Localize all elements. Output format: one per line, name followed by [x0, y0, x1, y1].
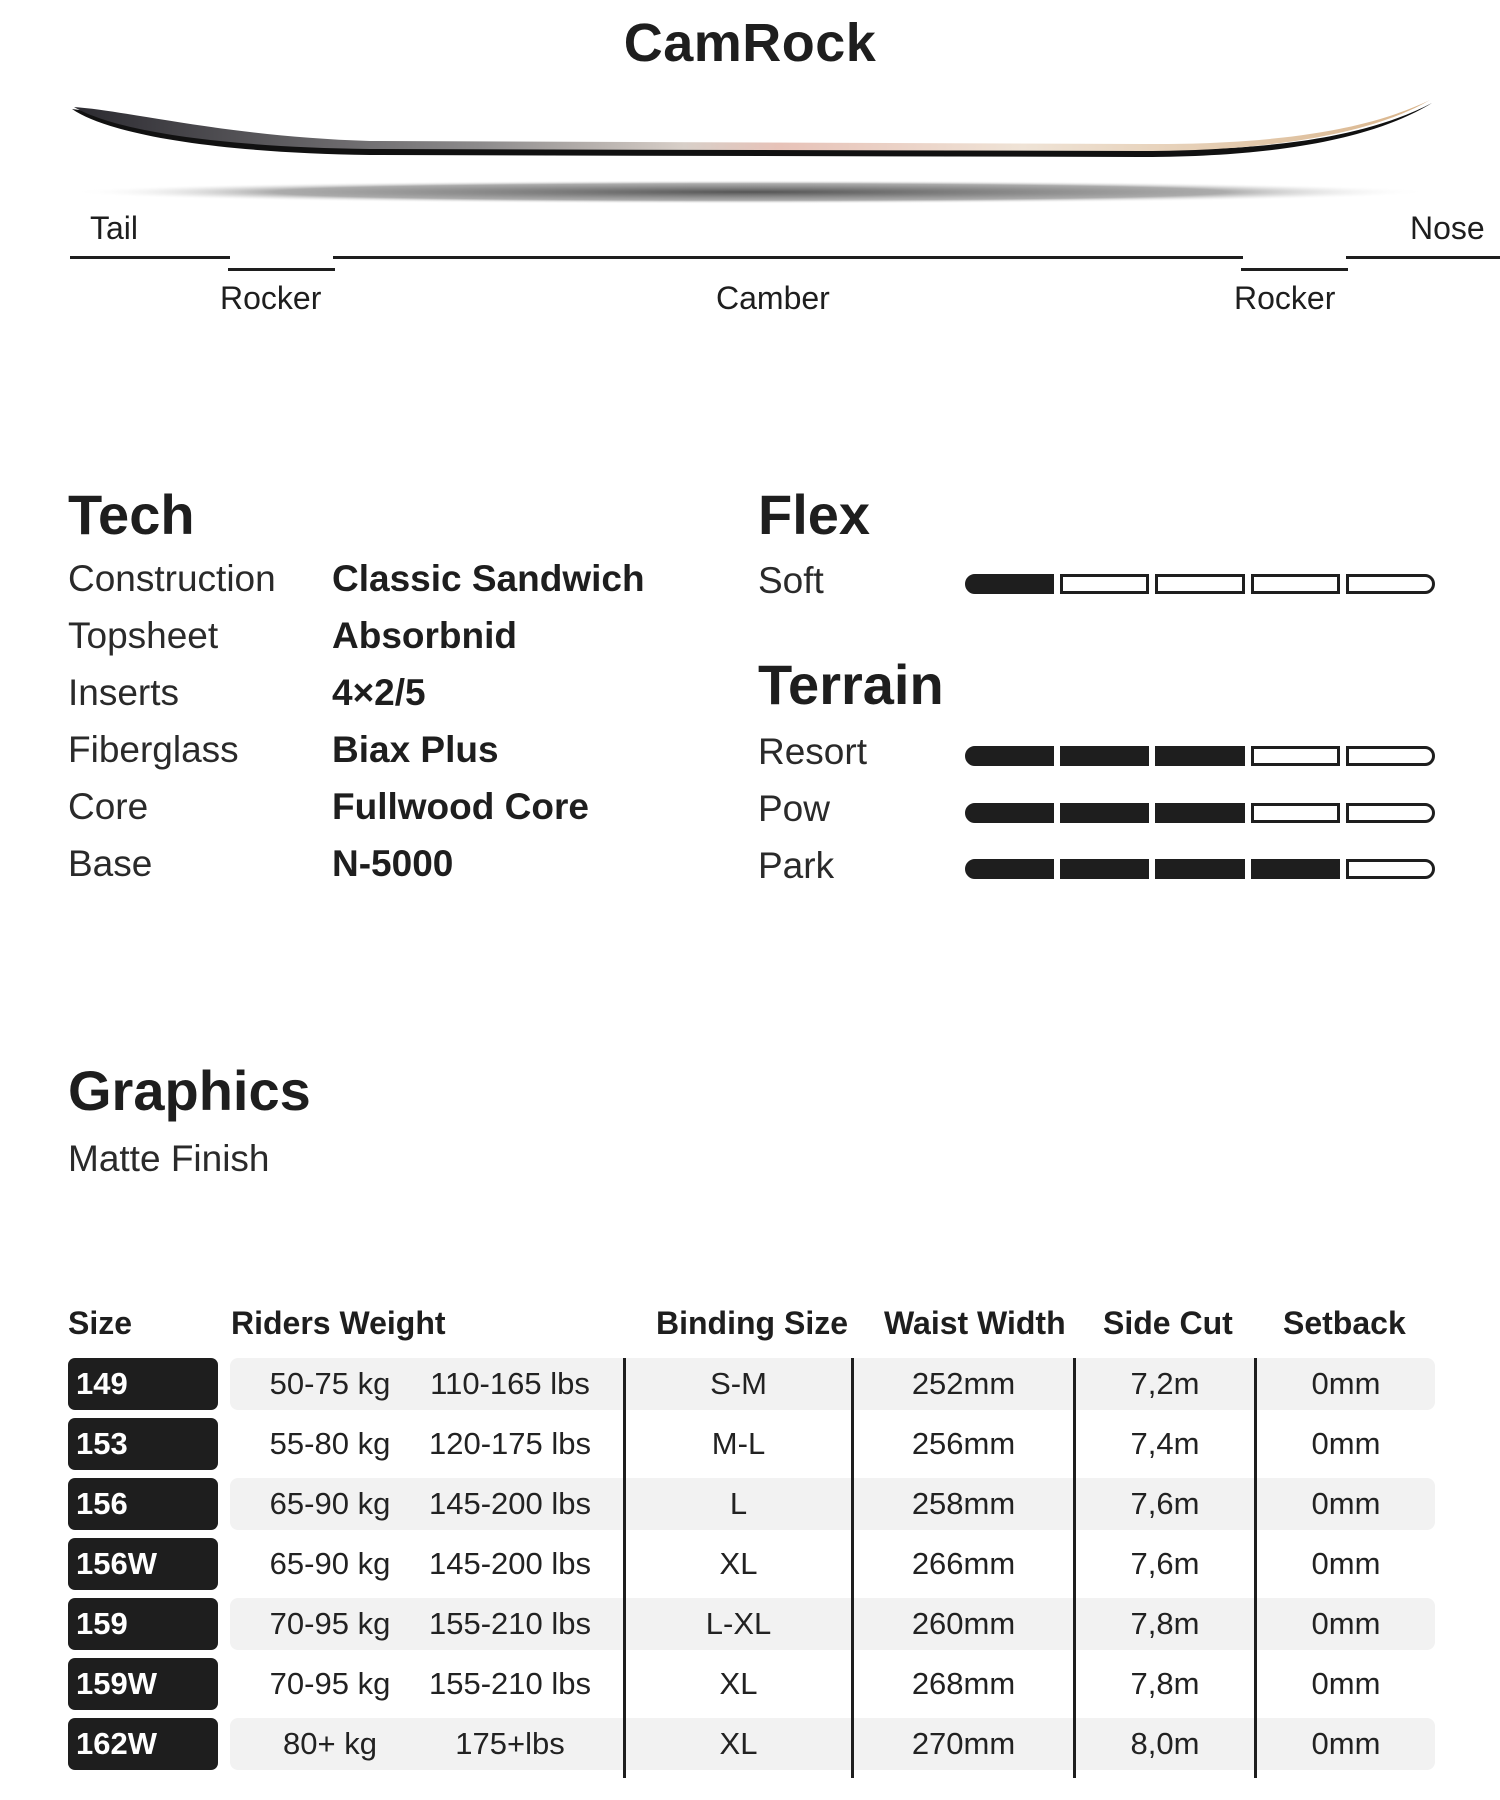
cell-waist-width: 268mm: [911, 1666, 1016, 1701]
spec-value-topsheet: Absorbnid: [332, 615, 517, 656]
cell-side-cut: 7,4m: [1130, 1426, 1200, 1461]
cell-waist-width: 266mm: [911, 1546, 1016, 1581]
camber-label: Camber: [716, 280, 830, 316]
graphics-heading: Graphics: [68, 1059, 311, 1122]
size-badge: 149: [68, 1358, 218, 1410]
terrain-label-park: Park: [758, 845, 835, 886]
col-header-side-cut: Side Cut: [1103, 1305, 1233, 1341]
rating-segment-filled: [1251, 859, 1340, 879]
cell-side-cut: 7,8m: [1130, 1666, 1200, 1701]
tech-heading: Tech: [68, 483, 195, 546]
cell-weight-lbs: 155-210 lbs: [428, 1666, 591, 1701]
cell-weight-lbs: 120-175 lbs: [428, 1426, 591, 1461]
cell-binding-size: L-XL: [705, 1606, 772, 1641]
terrain-rating-pow: [965, 803, 1435, 823]
cell-weight-lbs: 110-165 lbs: [430, 1366, 590, 1401]
cell-weight-kg: 65-90 kg: [269, 1486, 391, 1521]
cell-side-cut: 7,6m: [1130, 1546, 1200, 1581]
col-header-size: Size: [68, 1305, 133, 1341]
rating-segment-empty: [1251, 574, 1340, 594]
flex-heading: Flex: [758, 483, 871, 546]
rating-segment-empty: [1060, 574, 1149, 594]
cell-weight-lbs: 175+lbs: [455, 1726, 565, 1761]
rating-segment-filled: [1155, 746, 1244, 766]
nose-flat-line: [1346, 256, 1500, 259]
spec-value-fiberglass: Biax Plus: [332, 729, 499, 770]
rating-segment-empty: [1155, 574, 1244, 594]
nose-rocker-line: [1241, 268, 1348, 271]
rating-segment-empty: [1346, 746, 1435, 766]
spec-value-inserts: 4×2/5: [332, 672, 426, 713]
cell-side-cut: 8,0m: [1130, 1726, 1200, 1761]
camber-line: [333, 256, 1243, 259]
rating-segment-filled: [965, 803, 1054, 823]
cell-binding-size: XL: [719, 1666, 758, 1701]
rating-segment-filled: [965, 746, 1054, 766]
board-shadow: [70, 180, 1430, 204]
cell-side-cut: 7,6m: [1130, 1486, 1200, 1521]
rating-segment-filled: [965, 574, 1054, 594]
col-header-waist-width: Waist Width: [884, 1305, 1066, 1341]
cell-waist-width: 258mm: [911, 1486, 1016, 1521]
cell-weight-kg: 55-80 kg: [269, 1426, 391, 1461]
cell-waist-width: 260mm: [911, 1606, 1016, 1641]
spec-value-base: N-5000: [332, 843, 454, 884]
cell-binding-size: L: [729, 1486, 748, 1521]
cell-weight-kg: 70-95 kg: [269, 1666, 391, 1701]
rating-segment-filled: [1155, 859, 1244, 879]
terrain-label-resort: Resort: [758, 731, 867, 772]
size-badge: 162W: [68, 1718, 218, 1770]
cell-setback: 0mm: [1311, 1366, 1381, 1401]
cell-waist-width: 252mm: [911, 1366, 1016, 1401]
rating-segment-filled: [1155, 803, 1244, 823]
col-header-binding-size: Binding Size: [656, 1305, 848, 1341]
spec-label-inserts: Inserts: [68, 672, 180, 713]
cell-setback: 0mm: [1311, 1486, 1381, 1521]
tail-rocker-label: Rocker: [220, 280, 322, 316]
cell-binding-size: S-M: [710, 1366, 767, 1401]
size-badge: 156W: [68, 1538, 218, 1590]
cell-setback: 0mm: [1311, 1546, 1381, 1581]
spec-label-base: Base: [68, 843, 153, 884]
rating-segment-filled: [1060, 746, 1149, 766]
cell-binding-size: XL: [719, 1546, 758, 1581]
tail-rocker-line: [228, 268, 335, 271]
rating-segment-empty: [1251, 746, 1340, 766]
cell-weight-kg: 80+ kg: [283, 1726, 377, 1761]
tail-label: Tail: [90, 210, 139, 246]
column-divider: [1073, 1358, 1076, 1778]
cell-weight-kg: 65-90 kg: [269, 1546, 391, 1581]
cell-setback: 0mm: [1311, 1666, 1381, 1701]
graphics-finish: Matte Finish: [68, 1138, 270, 1179]
board-topsheet: [74, 100, 1430, 151]
cell-side-cut: 7,8m: [1130, 1606, 1200, 1641]
cell-weight-lbs: 145-200 lbs: [428, 1486, 591, 1521]
size-badge: 159: [68, 1598, 218, 1650]
rating-segment-filled: [1060, 803, 1149, 823]
flex-label-soft: Soft: [758, 560, 824, 601]
column-divider: [623, 1358, 626, 1778]
column-divider: [1254, 1358, 1257, 1778]
size-badge: 156: [68, 1478, 218, 1530]
terrain-rating-resort: [965, 746, 1435, 766]
flex-rating-bar: [965, 574, 1435, 594]
rating-segment-filled: [965, 859, 1054, 879]
tail-flat-line: [70, 256, 230, 259]
spec-label-fiberglass: Fiberglass: [68, 729, 239, 770]
col-header-setback: Setback: [1283, 1305, 1406, 1341]
cell-weight-kg: 50-75 kg: [269, 1366, 391, 1401]
terrain-heading: Terrain: [758, 653, 944, 716]
cell-binding-size: XL: [719, 1726, 758, 1761]
spec-label-topsheet: Topsheet: [68, 615, 219, 656]
spec-label-core: Core: [68, 786, 149, 827]
spec-value-core: Fullwood Core: [332, 786, 589, 827]
cell-setback: 0mm: [1311, 1726, 1381, 1761]
cell-setback: 0mm: [1311, 1606, 1381, 1641]
terrain-label-pow: Pow: [758, 788, 830, 829]
size-badge: 153: [68, 1418, 218, 1470]
cell-weight-kg: 70-95 kg: [269, 1606, 391, 1641]
cell-binding-size: M-L: [711, 1426, 766, 1461]
spec-label-construction: Construction: [68, 558, 276, 599]
terrain-rating-park: [965, 859, 1435, 879]
rating-segment-empty: [1346, 803, 1435, 823]
cell-waist-width: 270mm: [911, 1726, 1016, 1761]
nose-label: Nose: [1410, 210, 1485, 246]
rating-segment-empty: [1346, 859, 1435, 879]
rating-segment-filled: [1060, 859, 1149, 879]
snowboard-profile-image: [60, 95, 1440, 225]
cell-waist-width: 256mm: [911, 1426, 1016, 1461]
spec-value-construction: Classic Sandwich: [332, 558, 645, 599]
product-title: CamRock: [623, 13, 877, 73]
cell-side-cut: 7,2m: [1130, 1366, 1200, 1401]
cell-setback: 0mm: [1311, 1426, 1381, 1461]
rating-segment-empty: [1346, 574, 1435, 594]
column-divider: [851, 1358, 854, 1778]
size-badge: 159W: [68, 1658, 218, 1710]
cell-weight-lbs: 155-210 lbs: [428, 1606, 591, 1641]
nose-rocker-label: Rocker: [1234, 280, 1336, 316]
rating-segment-empty: [1251, 803, 1340, 823]
cell-weight-lbs: 145-200 lbs: [428, 1546, 591, 1581]
col-header-riders-weight: Riders Weight: [231, 1305, 446, 1341]
